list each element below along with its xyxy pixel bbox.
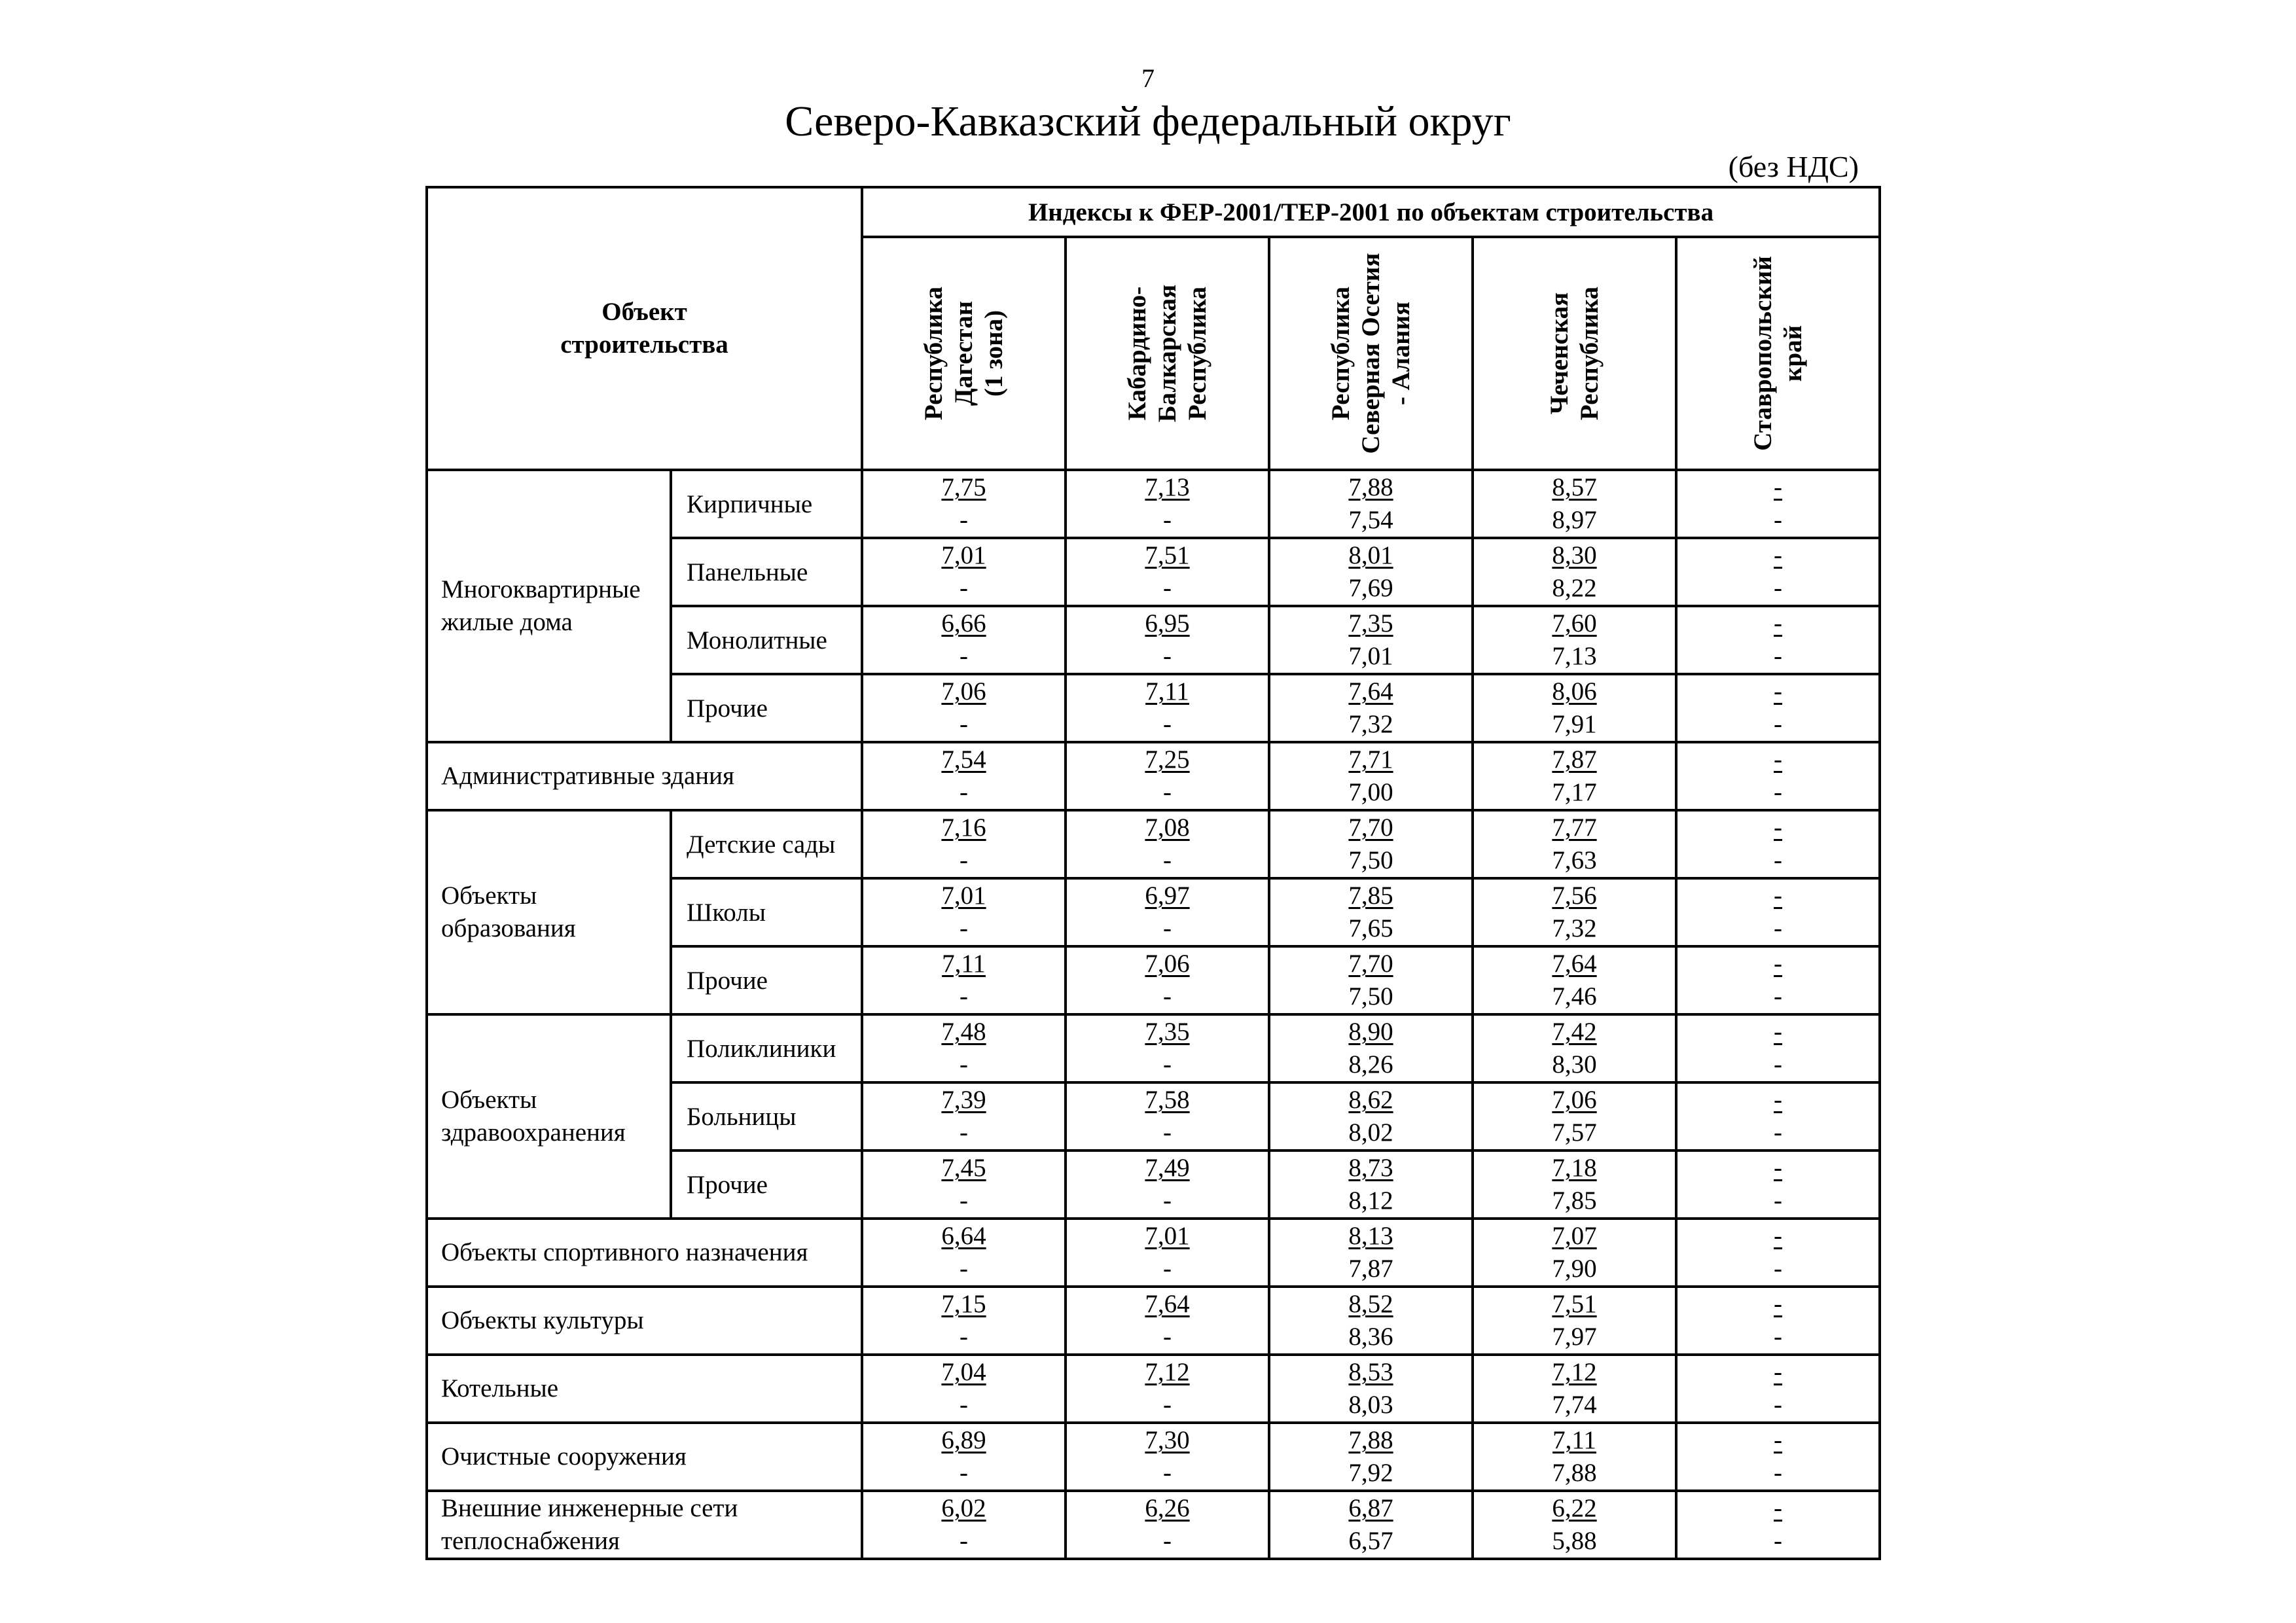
value-cell	[1269, 1287, 1473, 1355]
table-row	[427, 1355, 1880, 1423]
value-cell	[1676, 878, 1880, 946]
value-fer: 7,07	[1552, 1222, 1597, 1250]
value-ter: 8,26	[1348, 1050, 1393, 1079]
value-ter: -	[1774, 710, 1783, 738]
value-fer: 7,18	[1552, 1154, 1597, 1182]
value-fer: -	[1774, 473, 1783, 501]
table-row	[427, 1219, 1880, 1287]
value-cell	[1676, 1355, 1880, 1423]
row-label: Очистные сооружения	[427, 1423, 862, 1491]
value-fer: 6,97	[1145, 882, 1190, 910]
value-cell	[1676, 470, 1880, 538]
value-cell	[1473, 1082, 1676, 1150]
value-fer: 7,35	[1348, 609, 1393, 637]
value-fer: 6,87	[1348, 1494, 1393, 1522]
value-fer: 8,52	[1348, 1290, 1393, 1318]
row-label: Объекты спортивного назначения	[427, 1219, 862, 1287]
value-ter: -	[1163, 778, 1172, 806]
value-cell	[1473, 878, 1676, 946]
value-fer: 7,06	[1145, 950, 1190, 978]
value-fer: 7,56	[1552, 882, 1597, 910]
table-row	[427, 470, 1880, 538]
value-cell	[1676, 946, 1880, 1014]
value-fer: -	[1774, 1358, 1783, 1386]
value-fer: 8,01	[1348, 541, 1393, 569]
value-ter: 7,17	[1552, 778, 1597, 806]
value-ter: 8,30	[1552, 1050, 1597, 1079]
value-fer: 8,06	[1552, 677, 1597, 705]
value-cell	[1269, 810, 1473, 878]
value-ter: 7,32	[1348, 710, 1393, 738]
header-group: Индексы к ФЕР-2001/ТЕР-2001 по объектам строительства	[862, 187, 1880, 237]
value-ter: 7,00	[1348, 778, 1393, 806]
value-fer: 7,13	[1145, 473, 1190, 501]
value-ter: -	[1163, 642, 1172, 670]
value-cell	[1473, 606, 1676, 674]
value-cell	[1473, 810, 1676, 878]
value-cell	[862, 674, 1066, 742]
value-ter: -	[1774, 1255, 1783, 1283]
value-ter: -	[1774, 1323, 1783, 1351]
value-ter: 7,97	[1552, 1323, 1597, 1351]
value-fer: 6,66	[941, 609, 986, 637]
value-ter: 7,87	[1348, 1255, 1393, 1283]
value-fer: -	[1774, 745, 1783, 774]
value-ter: 7,46	[1552, 982, 1597, 1010]
value-cell	[1473, 1219, 1676, 1287]
table-row	[427, 1423, 1880, 1491]
value-cell	[1676, 1287, 1880, 1355]
value-fer: 8,30	[1552, 541, 1597, 569]
value-ter: -	[960, 1186, 969, 1215]
value-fer: 7,58	[1145, 1086, 1190, 1114]
value-fer: 7,39	[941, 1086, 986, 1114]
value-ter: -	[960, 914, 969, 942]
value-fer: 8,53	[1348, 1358, 1393, 1386]
value-cell	[1066, 606, 1269, 674]
value-cell	[1066, 1082, 1269, 1150]
value-cell	[1676, 1491, 1880, 1559]
value-ter: 7,74	[1552, 1391, 1597, 1419]
value-cell	[862, 1150, 1066, 1219]
value-ter: -	[960, 1050, 969, 1079]
page-title: Северо-Кавказский федеральный округ	[785, 98, 1511, 145]
value-cell	[1676, 1219, 1880, 1287]
value-fer: 7,64	[1348, 677, 1393, 705]
value-fer: 7,01	[941, 541, 986, 569]
value-fer: 8,73	[1348, 1154, 1393, 1182]
value-cell	[1473, 538, 1676, 606]
value-ter: -	[1163, 1459, 1172, 1487]
value-cell	[1066, 1219, 1269, 1287]
value-ter: -	[960, 1255, 969, 1283]
value-ter: -	[960, 642, 969, 670]
value-ter: -	[1163, 1527, 1172, 1555]
value-ter: -	[1774, 1527, 1783, 1555]
value-fer: 7,25	[1145, 745, 1190, 774]
subrow-label: Прочие	[671, 946, 862, 1014]
value-fer: 8,13	[1348, 1222, 1393, 1250]
value-fer: 7,60	[1552, 609, 1597, 637]
value-cell	[1269, 1355, 1473, 1423]
value-fer: -	[1774, 541, 1783, 569]
value-fer: 7,70	[1348, 950, 1393, 978]
value-ter: -	[1163, 846, 1172, 874]
index-table	[425, 186, 1881, 1560]
value-fer: 7,11	[1145, 677, 1189, 705]
value-fer: -	[1774, 1426, 1783, 1454]
value-ter: 8,22	[1552, 574, 1597, 602]
value-cell	[1066, 538, 1269, 606]
value-cell	[862, 1423, 1066, 1491]
value-cell	[1473, 1287, 1676, 1355]
value-fer: 7,11	[942, 950, 986, 978]
value-fer: 7,49	[1145, 1154, 1190, 1182]
value-fer: 7,42	[1552, 1018, 1597, 1046]
header-col-kbr: Кабардино- Балкарская Республика	[1066, 237, 1269, 470]
value-fer: 7,85	[1348, 882, 1393, 910]
value-ter: -	[960, 778, 969, 806]
value-ter: -	[1163, 710, 1172, 738]
value-cell	[1676, 1150, 1880, 1219]
value-cell	[1676, 1423, 1880, 1491]
value-ter: -	[1774, 642, 1783, 670]
subrow-label: Кирпичные	[671, 470, 862, 538]
value-cell	[1473, 674, 1676, 742]
value-cell	[1473, 742, 1676, 810]
value-fer: 7,01	[1145, 1222, 1190, 1250]
value-ter: 8,02	[1348, 1118, 1393, 1147]
row-label: Административные здания	[427, 742, 862, 810]
value-cell	[1066, 742, 1269, 810]
value-fer: 7,35	[1145, 1018, 1190, 1046]
value-ter: -	[1163, 1050, 1172, 1079]
value-ter: 7,69	[1348, 574, 1393, 602]
value-ter: -	[960, 1459, 969, 1487]
value-fer: 7,16	[941, 813, 986, 842]
value-fer: 8,90	[1348, 1018, 1393, 1046]
value-ter: -	[960, 846, 969, 874]
value-cell	[1473, 1014, 1676, 1082]
value-fer: 6,26	[1145, 1494, 1190, 1522]
value-cell	[1066, 1491, 1269, 1559]
value-ter: -	[960, 1323, 969, 1351]
row-label: Внешние инженерные сети теплоснабжения	[427, 1491, 862, 1559]
value-cell	[1676, 810, 1880, 878]
value-cell	[1473, 1355, 1676, 1423]
value-cell	[862, 1219, 1066, 1287]
value-ter: 7,91	[1552, 710, 1597, 738]
value-cell	[1676, 674, 1880, 742]
value-ter: -	[1774, 1186, 1783, 1215]
value-cell	[1066, 1150, 1269, 1219]
value-cell	[1269, 538, 1473, 606]
value-ter: 7,90	[1552, 1255, 1597, 1283]
value-cell	[862, 1287, 1066, 1355]
value-cell	[1269, 1014, 1473, 1082]
value-cell	[862, 1014, 1066, 1082]
value-fer: 7,15	[941, 1290, 986, 1318]
value-fer: 7,01	[941, 882, 986, 910]
value-fer: 7,87	[1552, 745, 1597, 774]
value-fer: -	[1774, 1290, 1783, 1318]
value-ter: -	[1774, 1118, 1783, 1147]
value-ter: 7,63	[1552, 846, 1597, 874]
table-row	[427, 810, 1880, 878]
header-col-stavropol: Ставропольский край	[1676, 237, 1880, 470]
value-ter: -	[1774, 1391, 1783, 1419]
subrow-label: Поликлиники	[671, 1014, 862, 1082]
value-fer: 6,95	[1145, 609, 1190, 637]
value-ter: -	[1774, 1050, 1783, 1079]
value-ter: 7,50	[1348, 982, 1393, 1010]
value-fer: -	[1774, 1018, 1783, 1046]
value-ter: -	[960, 574, 969, 602]
value-ter: -	[1774, 982, 1783, 1010]
value-cell	[1066, 1014, 1269, 1082]
value-fer: 7,08	[1145, 813, 1190, 842]
value-cell	[1269, 1082, 1473, 1150]
value-ter: 7,65	[1348, 914, 1393, 942]
value-fer: 6,22	[1552, 1494, 1597, 1522]
value-fer: 6,64	[941, 1222, 986, 1250]
value-ter: 7,88	[1552, 1459, 1597, 1487]
header-col-chechnya: Чеченская Республика	[1473, 237, 1676, 470]
value-cell	[1269, 1423, 1473, 1491]
value-cell	[862, 946, 1066, 1014]
value-ter: 7,92	[1348, 1459, 1393, 1487]
page-number: 7	[1141, 63, 1155, 93]
value-fer: 6,89	[941, 1426, 986, 1454]
value-cell	[862, 810, 1066, 878]
value-fer: -	[1774, 609, 1783, 637]
value-fer: -	[1774, 1086, 1783, 1114]
value-ter: 7,54	[1348, 506, 1393, 534]
table-row	[427, 1014, 1880, 1082]
value-cell	[1066, 674, 1269, 742]
value-cell	[1066, 878, 1269, 946]
value-ter: -	[1774, 778, 1783, 806]
value-cell	[1066, 810, 1269, 878]
table-body	[427, 470, 1880, 1559]
value-cell	[1473, 470, 1676, 538]
value-cell	[1066, 1287, 1269, 1355]
group-label: Многоквартирные жилые дома	[427, 470, 671, 742]
value-cell	[1473, 1150, 1676, 1219]
value-ter: -	[1163, 574, 1172, 602]
row-label: Котельные	[427, 1355, 862, 1423]
value-ter: -	[1774, 506, 1783, 534]
value-cell	[1269, 1491, 1473, 1559]
value-cell	[1066, 946, 1269, 1014]
value-cell	[1473, 946, 1676, 1014]
value-cell	[1066, 470, 1269, 538]
value-cell	[862, 1355, 1066, 1423]
value-cell	[1676, 606, 1880, 674]
value-fer: 7,71	[1348, 745, 1393, 774]
value-fer: 7,45	[941, 1154, 986, 1182]
value-cell	[862, 606, 1066, 674]
value-ter: -	[1774, 846, 1783, 874]
value-fer: -	[1774, 1154, 1783, 1182]
value-cell	[1676, 538, 1880, 606]
group-label: Объекты образования	[427, 810, 671, 1014]
value-cell	[1269, 470, 1473, 538]
subrow-label: Больницы	[671, 1082, 862, 1150]
value-fer: 7,30	[1145, 1426, 1190, 1454]
value-cell	[862, 742, 1066, 810]
value-fer: -	[1774, 1494, 1783, 1522]
value-cell	[862, 878, 1066, 946]
subrow-label: Монолитные	[671, 606, 862, 674]
value-fer: -	[1774, 882, 1783, 910]
value-fer: 8,62	[1348, 1086, 1393, 1114]
subrow-label: Прочие	[671, 674, 862, 742]
value-ter: 8,12	[1348, 1186, 1393, 1215]
value-cell	[1269, 946, 1473, 1014]
value-ter: 8,97	[1552, 506, 1597, 534]
table-row	[427, 1287, 1880, 1355]
value-ter: -	[1163, 1118, 1172, 1147]
value-ter: -	[1163, 982, 1172, 1010]
value-ter: -	[960, 1527, 969, 1555]
header-object: Объект строительства	[427, 187, 862, 470]
value-fer: -	[1774, 1222, 1783, 1250]
value-cell	[1676, 1082, 1880, 1150]
header-col-north-ossetia: Республика Северная Осетия - Алания	[1269, 237, 1473, 470]
unit-note: (без НДС)	[1728, 150, 1859, 183]
subrow-label: Детские сады	[671, 810, 862, 878]
value-fer: 7,06	[1552, 1086, 1597, 1114]
value-ter: 7,50	[1348, 846, 1393, 874]
value-cell	[1676, 742, 1880, 810]
table-row	[427, 742, 1880, 810]
row-label: Объекты культуры	[427, 1287, 862, 1355]
value-fer: 7,64	[1552, 950, 1597, 978]
value-ter: -	[960, 710, 969, 738]
value-cell	[1269, 606, 1473, 674]
value-cell	[862, 470, 1066, 538]
value-ter: -	[1163, 1391, 1172, 1419]
group-label: Объекты здравоохранения	[427, 1014, 671, 1219]
header-col-dagestan: Республика Дагестан (1 зона)	[862, 237, 1066, 470]
value-fer: 6,02	[941, 1494, 986, 1522]
value-ter: -	[960, 982, 969, 1010]
value-fer: 7,04	[941, 1358, 986, 1386]
value-ter: -	[1163, 1186, 1172, 1215]
value-cell	[1269, 674, 1473, 742]
value-cell	[1676, 1014, 1880, 1082]
value-fer: -	[1774, 950, 1783, 978]
value-ter: -	[960, 506, 969, 534]
subrow-label: Прочие	[671, 1150, 862, 1219]
value-ter: 7,57	[1552, 1118, 1597, 1147]
value-fer: 7,48	[941, 1018, 986, 1046]
value-ter: -	[960, 1118, 969, 1147]
value-fer: -	[1774, 677, 1783, 705]
value-ter: 8,03	[1348, 1391, 1393, 1419]
value-ter: -	[1774, 914, 1783, 942]
value-ter: 6,57	[1348, 1527, 1393, 1555]
value-fer: 7,11	[1552, 1426, 1596, 1454]
value-fer: 7,75	[941, 473, 986, 501]
subrow-label: Школы	[671, 878, 862, 946]
value-fer: 7,12	[1552, 1358, 1597, 1386]
value-ter: -	[1163, 1323, 1172, 1351]
value-fer: 7,88	[1348, 473, 1393, 501]
value-ter: -	[1774, 574, 1783, 602]
value-ter: 7,85	[1552, 1186, 1597, 1215]
value-fer: 7,77	[1552, 813, 1597, 842]
value-cell	[1269, 1150, 1473, 1219]
value-ter: -	[1774, 1459, 1783, 1487]
value-fer: 8,57	[1552, 473, 1597, 501]
value-ter: 7,01	[1348, 642, 1393, 670]
value-fer: 7,51	[1552, 1290, 1597, 1318]
value-ter: 7,13	[1552, 642, 1597, 670]
value-cell	[862, 538, 1066, 606]
value-fer: 7,70	[1348, 813, 1393, 842]
value-cell	[862, 1491, 1066, 1559]
value-fer: 7,51	[1145, 541, 1190, 569]
value-ter: -	[1163, 914, 1172, 942]
value-fer: 7,54	[941, 745, 986, 774]
value-ter: -	[1163, 506, 1172, 534]
value-ter: -	[1163, 1255, 1172, 1283]
value-cell	[1269, 742, 1473, 810]
value-fer: 7,64	[1145, 1290, 1190, 1318]
value-cell	[1269, 878, 1473, 946]
value-ter: 5,88	[1552, 1527, 1597, 1555]
value-ter: 8,36	[1348, 1323, 1393, 1351]
value-fer: -	[1774, 813, 1783, 842]
value-cell	[1473, 1423, 1676, 1491]
value-cell	[1066, 1355, 1269, 1423]
value-fer: 7,12	[1145, 1358, 1190, 1386]
subrow-label: Панельные	[671, 538, 862, 606]
value-fer: 7,88	[1348, 1426, 1393, 1454]
table-row	[427, 1491, 1880, 1559]
value-cell	[1269, 1219, 1473, 1287]
value-cell	[1066, 1423, 1269, 1491]
value-ter: -	[960, 1391, 969, 1419]
value-cell	[1473, 1491, 1676, 1559]
value-ter: 7,32	[1552, 914, 1597, 942]
value-fer: 7,06	[941, 677, 986, 705]
value-cell	[862, 1082, 1066, 1150]
